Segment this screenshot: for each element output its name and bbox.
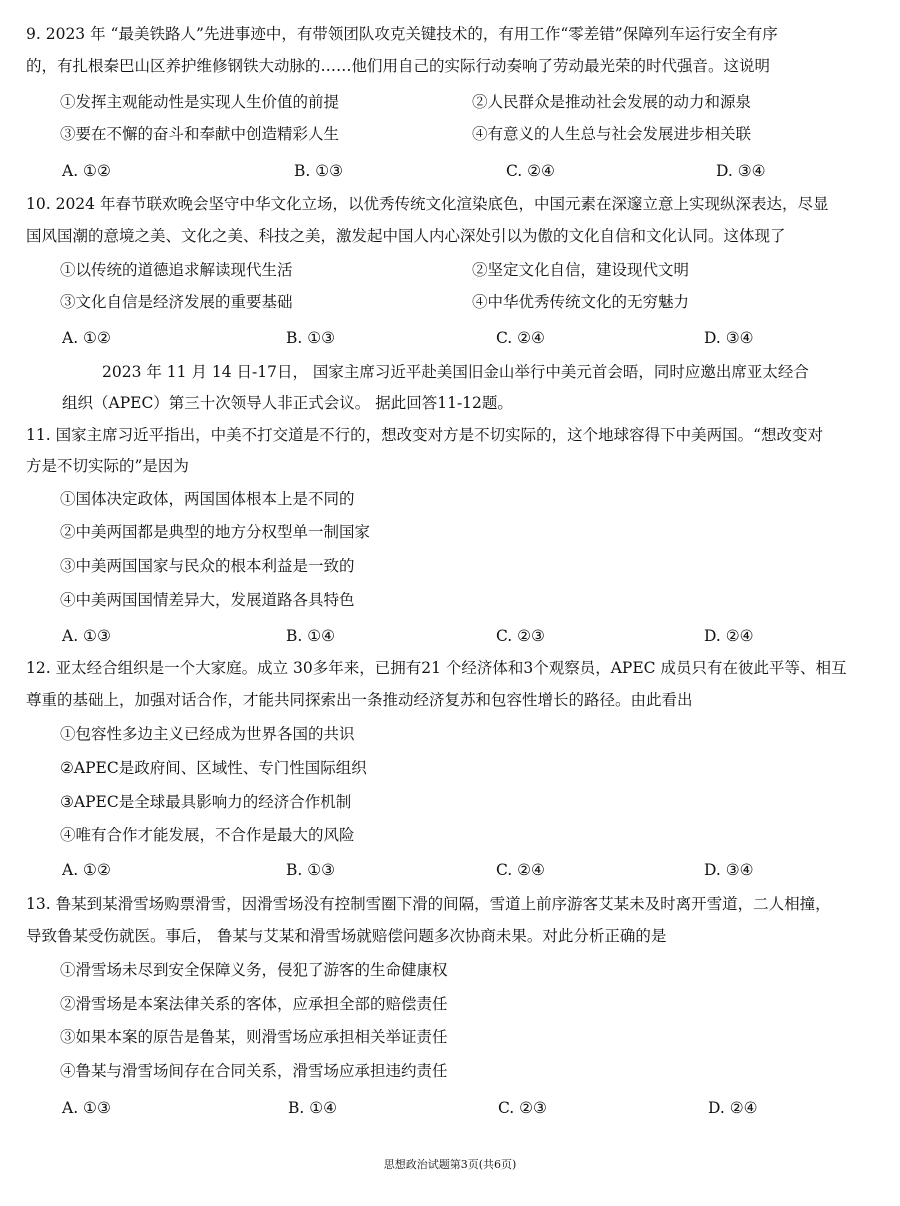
q13-stem-line-1: 13. 鲁某到某滑雪场购票滑雪，因滑雪场没有控制雪圈下滑的间隔，雪道上前序游客艾某未及时离开雪道，二人相撞， <box>26 895 831 913</box>
q9-stem-line-1: 9. 2023 年 “最美铁路人”先进事迹中，有带领团队攻克关键技术的，有用工作“零差错”保障列车运行安全有序 <box>26 25 778 43</box>
q12-choice-d: D. ③④ <box>704 861 754 879</box>
q13-choice-c: C. ②③ <box>498 1099 547 1117</box>
q9-stem-line-2: 的，有扎根秦巴山区养护维修钢铁大动脉的……他们用自己的实际行动奏响了劳动最光荣的时代强音。这说明 <box>26 57 771 75</box>
q12-option-4: ④唯有合作才能发展，不合作是最大的风险 <box>60 826 355 844</box>
q9-choice-c: C. ②④ <box>506 162 555 180</box>
q10-stem-line-2: 国风国潮的意境之美、文化之美、科技之美，激发起中国人内心深处引以为傲的文化自信和文化认同。这体现了 <box>26 227 786 245</box>
q11-choice-a: A. ①③ <box>62 627 111 645</box>
q13-stem-line-2: 导致鲁某受伤就医。事后， 鲁某与艾某和滑雪场就赔偿问题多次协商未果。对此分析正确的是 <box>26 927 667 945</box>
q11-option-2: ②中美两国都是典型的地方分权型单一制国家 <box>60 523 371 541</box>
intro-11-12-line-2: 组织（APEC）第三十次领导人非正式会议。 据此回答11-12题。 <box>62 394 513 412</box>
q10-choice-b: B. ①③ <box>286 329 336 347</box>
intro-11-12-line-1: 2023 年 11 月 14 日-17日， 国家主席习近平赴美国旧金山举行中美元首会晤，同时应邀出席亚太经合 <box>102 363 809 381</box>
q10-option-2: ②坚定文化自信，建设现代文明 <box>472 261 690 279</box>
q9-option-2: ②人民群众是推动社会发展的动力和源泉 <box>472 93 752 111</box>
q12-option-2: ②APEC是政府间、区域性、专门性国际组织 <box>60 759 367 777</box>
q12-stem-line-1: 12. 亚太经合组织是一个大家庭。成立 30多年来，已拥有21 个经济体和3个观察员，APEC 成员只有在彼此平等、相互 <box>26 659 847 677</box>
q9-option-1: ①发挥主观能动性是实现人生价值的前提 <box>60 93 340 111</box>
q12-option-3: ③APEC是全球最具影响力的经济合作机制 <box>60 793 352 811</box>
q9-choice-d: D. ③④ <box>716 162 766 180</box>
q9-option-3: ③要在不懈的奋斗和奉献中创造精彩人生 <box>60 125 340 143</box>
page-footer: 思想政治试题第3页(共6页) <box>383 1158 517 1171</box>
q13-choice-b: B. ①④ <box>288 1099 338 1117</box>
q10-choice-d: D. ③④ <box>704 329 754 347</box>
q11-choice-b: B. ①④ <box>286 627 336 645</box>
q13-choice-a: A. ①③ <box>62 1099 111 1117</box>
q11-choice-d: D. ②④ <box>704 627 754 645</box>
q13-choice-d: D. ②④ <box>708 1099 758 1117</box>
q9-option-4: ④有意义的人生总与社会发展进步相关联 <box>472 125 752 143</box>
q10-option-3: ③文化自信是经济发展的重要基础 <box>60 293 293 311</box>
q13-option-4: ④鲁某与滑雪场间存在合同关系，滑雪场应承担违约责任 <box>60 1062 448 1080</box>
q10-option-1: ①以传统的道德追求解读现代生活 <box>60 261 293 279</box>
q11-option-4: ④中美两国国情差异大，发展道路各具特色 <box>60 591 355 609</box>
q12-stem-line-2: 尊重的基础上，加强对话合作，才能共同探索出一条推动经济复苏和包容性增长的路径。由此看出 <box>26 691 693 709</box>
q9-choice-b: B. ①③ <box>294 162 344 180</box>
q10-option-4: ④中华优秀传统文化的无穷魅力 <box>472 293 690 311</box>
q9-choice-a: A. ①② <box>62 162 111 180</box>
q13-option-1: ①滑雪场未尽到安全保障义务，侵犯了游客的生命健康权 <box>60 961 448 979</box>
q12-choice-b: B. ①③ <box>286 861 336 879</box>
q11-option-3: ③中美两国国家与民众的根本利益是一致的 <box>60 557 355 575</box>
q13-option-2: ②滑雪场是本案法律关系的客体，应承担全部的赔偿责任 <box>60 995 448 1013</box>
q10-choice-c: C. ②④ <box>496 329 545 347</box>
q11-stem-line-1: 11. 国家主席习近平指出，中美不打交道是不行的，想改变对方是不切实际的，这个地球容得下中美两国。“想改变对 <box>26 426 824 444</box>
q11-stem-line-2: 方是不切实际的”是因为 <box>26 457 189 475</box>
q12-choice-c: C. ②④ <box>496 861 545 879</box>
q12-choice-a: A. ①② <box>62 861 111 879</box>
q12-option-1: ①包容性多边主义已经成为世界各国的共识 <box>60 725 355 743</box>
q10-stem-line-1: 10. 2024 年春节联欢晚会坚守中华文化立场，以优秀传统文化渲染底色，中国元素在深邃立意上实现纵深表达，尽显 <box>26 195 829 213</box>
q11-option-1: ①国体决定政体，两国国体根本上是不同的 <box>60 490 355 508</box>
q10-choice-a: A. ①② <box>62 329 111 347</box>
q11-choice-c: C. ②③ <box>496 627 545 645</box>
q13-option-3: ③如果本案的原告是鲁某，则滑雪场应承担相关举证责任 <box>60 1028 448 1046</box>
